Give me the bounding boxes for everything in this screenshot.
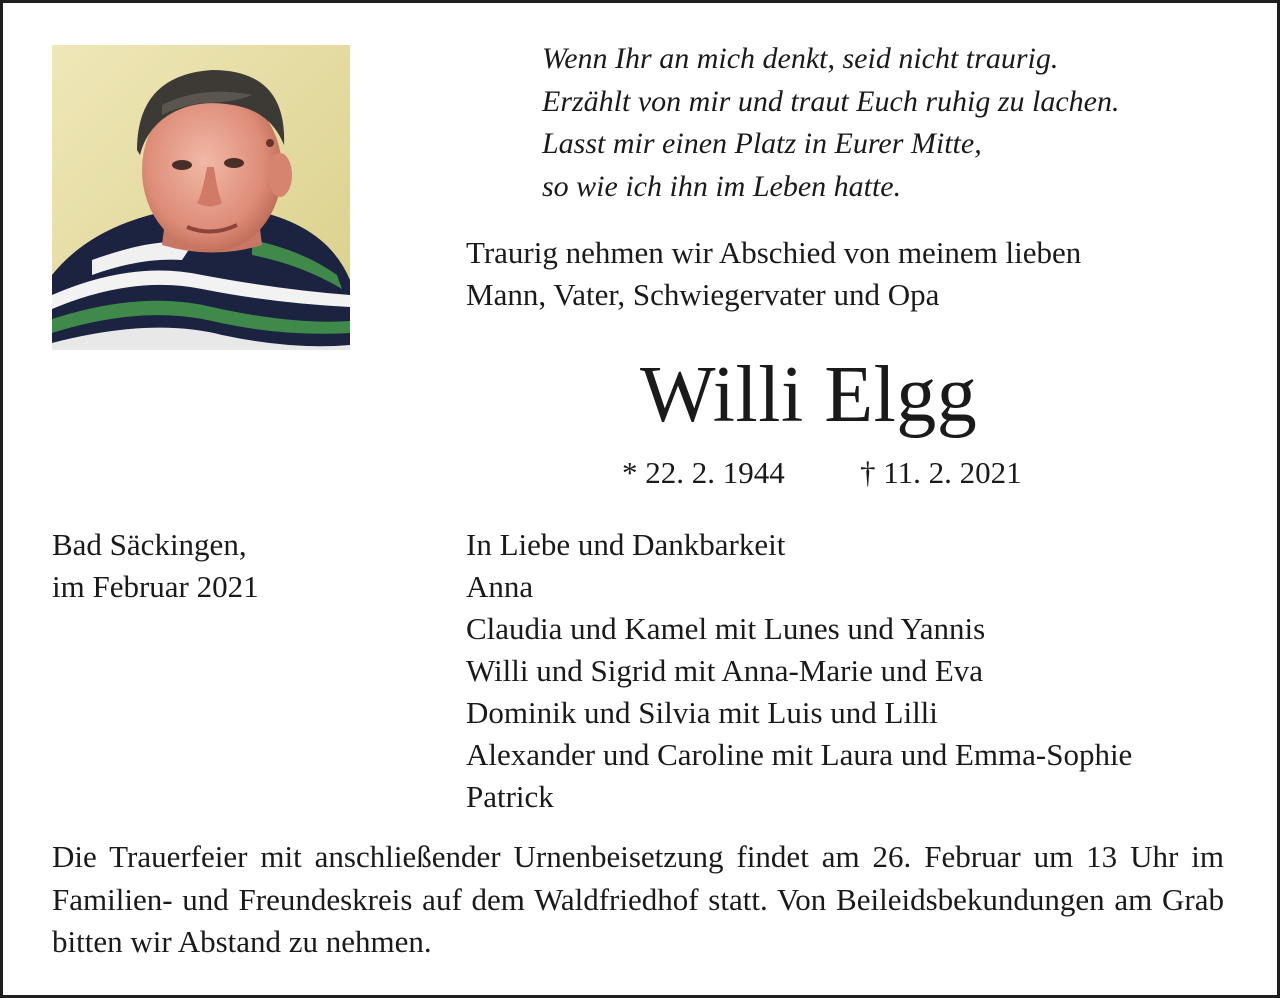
family-list (466, 524, 1256, 818)
place-and-date (52, 524, 259, 608)
death-date: † 11. 2. 2021 (860, 455, 1022, 490)
poem-line: Erzählt von mir und traut Euch ruhig zu lachen. (542, 84, 1120, 118)
family-line: Claudia und Kamel mit Lunes und Yannis (466, 611, 986, 646)
birth-date: * 22. 2. 1944 (622, 455, 785, 490)
family-line: Anna (466, 569, 534, 604)
deceased-name: Willi Elgg (640, 351, 978, 439)
funeral-notice: Die Trauerfeier mit anschließender Urnenbeisetzung findet am 26. Februar um 13 Uhr im Familien- und Freundeskreis auf dem Waldfriedhof statt. Von Beileidsbekundungen am Grab bitten wir Abstand zu nehmen. (52, 839, 1224, 959)
portrait-photo (52, 45, 350, 350)
family-line: Patrick (466, 779, 554, 814)
family-line: Willi und Sigrid mit Anna-Marie und Eva (466, 653, 984, 688)
intro-line: Mann, Vater, Schwiegervater und Opa (466, 277, 940, 312)
place-city: Bad Säckingen, (52, 527, 247, 562)
family-line: Alexander und Caroline mit Laura und Emma-Sophie (466, 737, 1133, 772)
family-line: In Liebe und Dankbarkeit (466, 527, 786, 562)
place-date: im Februar 2021 (52, 569, 259, 604)
poem-line: Wenn Ihr an mich denkt, seid nicht traurig. (542, 42, 1059, 75)
intro-line: Traurig nehmen wir Abschied von meinem lieben (466, 235, 1082, 270)
poem-line: so wie ich ihn im Leben hatte. (542, 169, 902, 203)
poem (542, 38, 1242, 208)
farewell-intro (466, 232, 1246, 316)
family-line: Dominik und Silvia mit Luis und Lilli (466, 695, 938, 730)
poem-line: Lasst mir einen Platz in Eurer Mitte, (542, 127, 982, 160)
